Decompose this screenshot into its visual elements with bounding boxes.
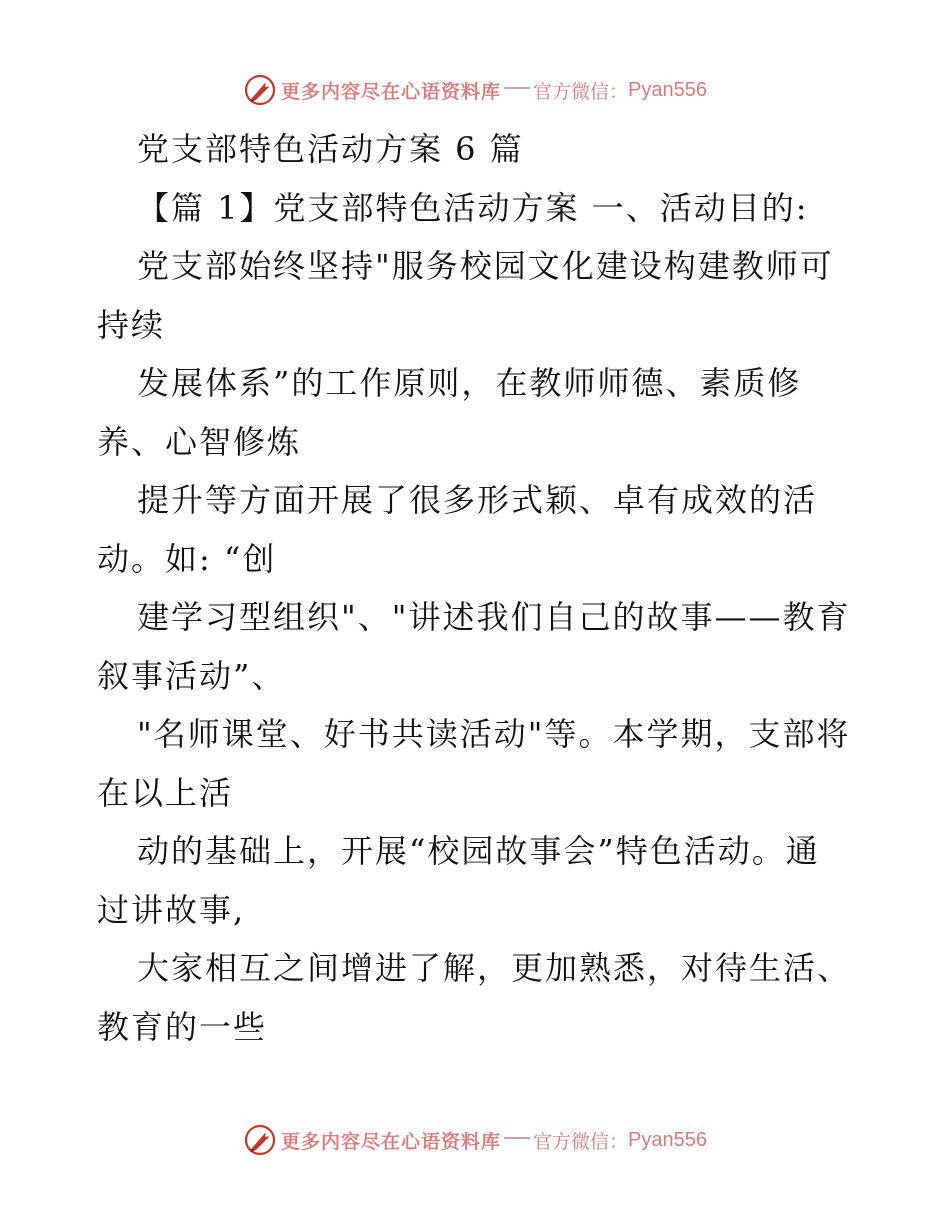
text-line: 建学习型组织"、"讲述我们自己的故事——教育 — [137, 598, 851, 636]
document-body — [97, 120, 867, 1056]
pen-nib-logo-icon — [243, 73, 277, 107]
text-line: "名师课堂、好书共读活动"等。本学期，支部将 — [137, 715, 851, 753]
wechat-label: 官方微信： — [533, 1130, 629, 1153]
pen-nib-logo-icon — [243, 1123, 277, 1157]
text-line: 发展体系”的工作原则，在教师师德、素质修 — [137, 364, 802, 402]
wechat-id: Pyan556 — [628, 78, 707, 101]
text-line: 在以上活 — [97, 773, 234, 812]
text-line: 持续 — [97, 305, 166, 344]
header-watermark-banner — [0, 70, 950, 110]
brand-text: 更多内容尽在心语资料库 — [281, 80, 502, 103]
document-title: 党支部特色活动方案 6 篇 — [137, 130, 524, 168]
text-line: 教育的一些 — [97, 1007, 268, 1046]
text-line: 叙事活动”、 — [97, 656, 286, 695]
text-line: 提升等方面开展了很多形式颖、卓有成效的活 — [137, 481, 818, 519]
text-line: 过讲故事, — [97, 890, 246, 929]
footer-watermark-banner — [0, 1120, 950, 1160]
banner-separator — [504, 87, 530, 89]
banner-separator — [504, 1137, 530, 1139]
wechat-id: Pyan556 — [628, 1128, 707, 1151]
text-line: 养、心智修炼 — [97, 422, 302, 461]
text-line: 大家相互之间增进了解，更加熟悉，对待生活、 — [137, 949, 852, 987]
text-line: 动。如: “创 — [97, 539, 277, 578]
text-line: 党支部始终坚持"服务校园文化建设构建教师可 — [137, 247, 834, 285]
wechat-label: 官方微信： — [533, 80, 629, 103]
text-line: 动的基础上，开展“校园故事会”特色活动。通 — [137, 832, 820, 870]
text-line: 【篇 1】党支部特色活动方案 一、活动目的: — [137, 188, 809, 227]
brand-text: 更多内容尽在心语资料库 — [281, 1130, 502, 1153]
